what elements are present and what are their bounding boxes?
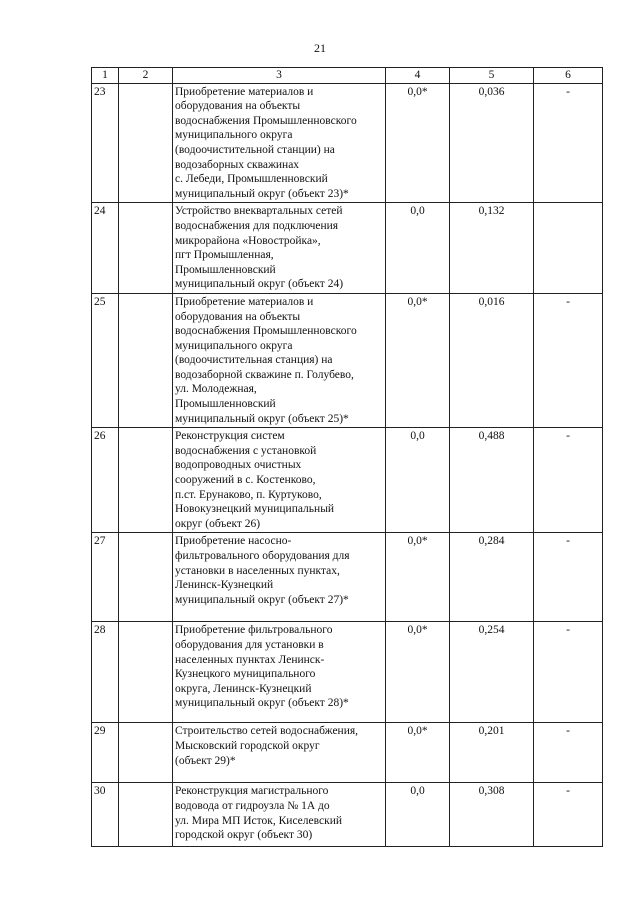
description-line: (объект 29)* bbox=[175, 754, 236, 767]
row-col5-value: 0,016 bbox=[450, 293, 534, 427]
row-col5-value: 0,308 bbox=[450, 783, 534, 847]
description-line: Реконструкция систем bbox=[175, 430, 285, 443]
row-col6-value: - bbox=[534, 428, 603, 533]
description-line: Ленинск-Кузнецкий bbox=[175, 579, 274, 592]
object-description bbox=[173, 83, 386, 203]
row-col2 bbox=[119, 293, 173, 427]
description-line: ул. Мира МП Исток, Киселевский bbox=[175, 814, 342, 827]
description-line: Приобретение материалов и bbox=[175, 295, 314, 308]
row-col2 bbox=[119, 83, 173, 203]
description-line: округ (объект 26) bbox=[175, 517, 261, 530]
table-row bbox=[92, 203, 603, 294]
description-line: населенных пунктах Ленинск- bbox=[175, 653, 325, 666]
description-line: округа, Ленинск-Кузнецкий bbox=[175, 682, 312, 695]
description-line: водоснабжения с установкой bbox=[175, 444, 317, 457]
row-number: 30 bbox=[92, 783, 119, 847]
row-col2 bbox=[119, 783, 173, 847]
column-header-5: 5 bbox=[450, 68, 534, 84]
description-line: водопроводных очистных bbox=[175, 459, 302, 472]
description-line: оборудования на объекты bbox=[175, 310, 301, 323]
description-line: муниципальный округ (объект 27)* bbox=[175, 593, 349, 606]
object-description bbox=[173, 203, 386, 294]
table-row bbox=[92, 723, 603, 783]
description-line: (водоочистительная станция) на bbox=[175, 354, 333, 367]
description-line: водоснабжения Промышленновского bbox=[175, 325, 357, 338]
row-col6-value: - bbox=[534, 293, 603, 427]
table-row bbox=[92, 783, 603, 847]
table-row bbox=[92, 293, 603, 427]
column-header-1: 1 bbox=[92, 68, 119, 84]
row-col2 bbox=[119, 622, 173, 723]
description-line: Новокузнецкий муниципальный bbox=[175, 503, 335, 516]
row-col5-value: 0,036 bbox=[450, 83, 534, 203]
description-line: Приобретение материалов и bbox=[175, 85, 314, 98]
row-col5-value: 0,284 bbox=[450, 533, 534, 622]
row-col4-value: 0,0 bbox=[386, 428, 450, 533]
description-line: Устройство внеквартальных сетей bbox=[175, 205, 343, 218]
row-col6-value bbox=[534, 203, 603, 294]
row-col4-value: 0,0 bbox=[386, 203, 450, 294]
description-line: водоснабжения для подключения bbox=[175, 219, 339, 232]
row-col2 bbox=[119, 533, 173, 622]
description-line: муниципальный округ (объект 23)* bbox=[175, 187, 349, 200]
row-col5-value: 0,254 bbox=[450, 622, 534, 723]
object-description bbox=[173, 783, 386, 847]
objects-table bbox=[91, 67, 603, 847]
row-col4-value: 0,0* bbox=[386, 533, 450, 622]
description-line: Строительство сетей водоснабжения, bbox=[175, 725, 359, 738]
description-line: пгт Промышленная, bbox=[175, 249, 274, 262]
description-line: ул. Молодежная, bbox=[175, 383, 257, 396]
row-col2 bbox=[119, 723, 173, 783]
description-line: водозаборной скважине п. Голубево, bbox=[175, 368, 354, 381]
row-col2 bbox=[119, 428, 173, 533]
description-line: муниципальный округ (объект 24) bbox=[175, 278, 344, 291]
row-col4-value: 0,0 bbox=[386, 783, 450, 847]
object-description bbox=[173, 428, 386, 533]
row-col4-value: 0,0* bbox=[386, 293, 450, 427]
description-line: водоснабжения Промышленновского bbox=[175, 114, 357, 127]
row-col5-value: 0,201 bbox=[450, 723, 534, 783]
row-col2 bbox=[119, 203, 173, 294]
description-line: городской округ (объект 30) bbox=[175, 829, 313, 842]
description-line: с. Лебеди, Промышленновский bbox=[175, 173, 328, 186]
description-line: муниципального округа bbox=[175, 339, 293, 352]
description-line: установки в населенных пунктах, bbox=[175, 564, 340, 577]
page-number: 21 bbox=[314, 41, 326, 55]
column-header-6: 6 bbox=[534, 68, 603, 84]
description-line: водозаборных скважинах bbox=[175, 158, 300, 171]
row-number: 28 bbox=[92, 622, 119, 723]
row-number: 24 bbox=[92, 203, 119, 294]
description-line: микрорайона «Новостройка», bbox=[175, 234, 321, 247]
object-description bbox=[173, 622, 386, 723]
description-line: оборудования на объекты bbox=[175, 100, 301, 113]
column-header-4: 4 bbox=[386, 68, 450, 84]
header-row bbox=[92, 68, 603, 84]
object-description bbox=[173, 723, 386, 783]
row-number: 23 bbox=[92, 83, 119, 203]
object-description bbox=[173, 533, 386, 622]
row-col6-value: - bbox=[534, 723, 603, 783]
row-col6-value: - bbox=[534, 783, 603, 847]
description-line: Приобретение насосно- bbox=[175, 535, 292, 548]
column-header-2: 2 bbox=[119, 68, 173, 84]
table-row bbox=[92, 428, 603, 533]
table-row bbox=[92, 83, 603, 203]
row-col6-value: - bbox=[534, 622, 603, 723]
description-line: оборудования для установки в bbox=[175, 639, 324, 651]
description-line: Мысковский городской округ bbox=[175, 740, 320, 752]
column-header-3: 3 bbox=[173, 68, 386, 84]
row-col5-value: 0,488 bbox=[450, 428, 534, 533]
description-line: водовода от гидроузла № 1А до bbox=[175, 800, 330, 812]
description-line: сооружений в с. Костенково, bbox=[175, 474, 316, 487]
row-col5-value: 0,132 bbox=[450, 203, 534, 294]
row-col6-value: - bbox=[534, 533, 603, 622]
description-line: муниципальный округ (объект 25)* bbox=[175, 412, 349, 425]
row-number: 29 bbox=[92, 723, 119, 783]
row-col4-value: 0,0* bbox=[386, 723, 450, 783]
row-number: 27 bbox=[92, 533, 119, 622]
table-row bbox=[92, 533, 603, 622]
table-row bbox=[92, 622, 603, 723]
description-line: фильтровального оборудования для bbox=[175, 550, 350, 562]
object-description bbox=[173, 293, 386, 427]
description-line: муниципальный округ (объект 28)* bbox=[175, 697, 349, 710]
description-line: (водоочистительной станции) на bbox=[175, 143, 335, 156]
row-col6-value: - bbox=[534, 83, 603, 203]
row-number: 25 bbox=[92, 293, 119, 427]
description-line: Промышленновский bbox=[175, 398, 276, 411]
description-line: Промышленновский bbox=[175, 263, 276, 276]
description-line: п.ст. Ерунаково, п. Куртуково, bbox=[175, 488, 322, 501]
row-number: 26 bbox=[92, 428, 119, 533]
description-line: муниципального округа bbox=[175, 129, 293, 142]
row-col4-value: 0,0* bbox=[386, 83, 450, 203]
row-col4-value: 0,0* bbox=[386, 622, 450, 723]
description-line: Реконструкция магистрального bbox=[175, 785, 329, 798]
description-line: Кузнецкого муниципального bbox=[175, 668, 316, 681]
description-line: Приобретение фильтровального bbox=[175, 624, 333, 637]
